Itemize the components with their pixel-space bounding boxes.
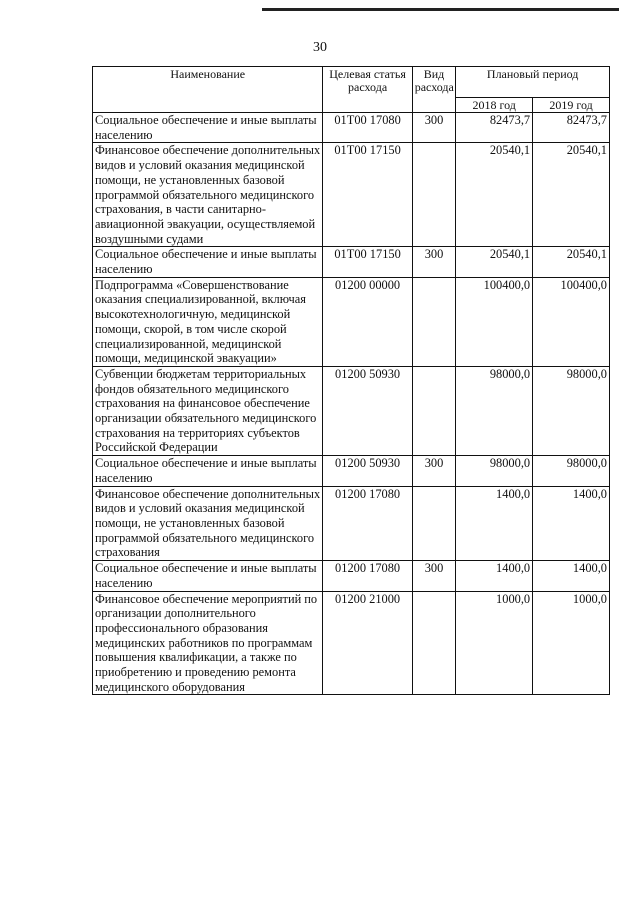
- row-name: Социальное обеспечение и иные выплаты населению: [93, 456, 323, 486]
- row-name: Субвенции бюджетам территориальных фондов обязательного медицинского страхования на финансовое обеспечение организации обязательного медицинского страхования на территориях субъектов Российской Федерации: [93, 366, 323, 455]
- table-row: [93, 277, 610, 366]
- row-value-2019: 20540,1: [533, 143, 610, 247]
- row-value-2019: 1400,0: [533, 561, 610, 591]
- table-row: [93, 486, 610, 561]
- table-header: [93, 67, 610, 113]
- row-code: 01Т00 17150: [323, 143, 412, 247]
- row-kind: 300: [412, 456, 456, 486]
- table-body: [93, 113, 610, 695]
- row-value-2019: 100400,0: [533, 277, 610, 366]
- row-kind: 300: [412, 247, 456, 277]
- table-row: [93, 143, 610, 247]
- row-value-2018: 98000,0: [456, 456, 533, 486]
- row-kind: [412, 277, 456, 366]
- header-period: Плановый период: [456, 67, 610, 98]
- row-code: 01200 21000: [323, 591, 412, 695]
- table-row: [93, 561, 610, 591]
- table-row: [93, 456, 610, 486]
- row-code: 01200 17080: [323, 561, 412, 591]
- row-kind: [412, 486, 456, 561]
- header-name: Наименование: [93, 67, 323, 113]
- row-kind: 300: [412, 561, 456, 591]
- header-kind: Вид расхода: [412, 67, 456, 113]
- row-code: 01200 17080: [323, 486, 412, 561]
- row-name: Финансовое обеспечение дополнительных видов и условий оказания медицинской помощи, не установленных базовой программой обязательного медицинского страхования, в части санитарно-авиационной эвакуации, осуществляемой воздушными судами: [93, 143, 323, 247]
- row-name: Финансовое обеспечение мероприятий по организации дополнительного профессионального образования медицинских работников по программам повышения квалификации, а также по приобретению и проведению ремонта медицинского оборудования: [93, 591, 323, 695]
- row-value-2019: 82473,7: [533, 113, 610, 143]
- row-value-2019: 98000,0: [533, 456, 610, 486]
- row-value-2018: 20540,1: [456, 143, 533, 247]
- header-code: Целевая статья расхода: [323, 67, 412, 113]
- row-name: Социальное обеспечение и иные выплаты населению: [93, 561, 323, 591]
- top-rule: [262, 8, 619, 11]
- row-code: 01Т00 17150: [323, 247, 412, 277]
- row-value-2019: 20540,1: [533, 247, 610, 277]
- row-name: Социальное обеспечение и иные выплаты населению: [93, 113, 323, 143]
- row-code: 01200 00000: [323, 277, 412, 366]
- row-name: Подпрограмма «Совершенствование оказания специализированной, включая высокотехнологичную, медицинской помощи, скорой, в том числе скорой специализированной, медицинской помощи, медицинской эвакуации»: [93, 277, 323, 366]
- header-year-2018: 2018 год: [456, 98, 533, 113]
- row-value-2019: 1400,0: [533, 486, 610, 561]
- row-code: 01Т00 17080: [323, 113, 412, 143]
- budget-table: [92, 66, 610, 695]
- row-value-2018: 98000,0: [456, 366, 533, 455]
- row-kind: [412, 366, 456, 455]
- table-row: [93, 591, 610, 695]
- row-value-2018: 1400,0: [456, 486, 533, 561]
- row-code: 01200 50930: [323, 456, 412, 486]
- row-value-2018: 82473,7: [456, 113, 533, 143]
- table-row: [93, 113, 610, 143]
- page-number: 30: [313, 40, 327, 55]
- header-year-2019: 2019 год: [533, 98, 610, 113]
- row-name: Социальное обеспечение и иные выплаты населению: [93, 247, 323, 277]
- row-value-2018: 100400,0: [456, 277, 533, 366]
- table-row: [93, 247, 610, 277]
- row-kind: [412, 591, 456, 695]
- row-value-2018: 1400,0: [456, 561, 533, 591]
- row-value-2019: 1000,0: [533, 591, 610, 695]
- row-code: 01200 50930: [323, 366, 412, 455]
- row-value-2019: 98000,0: [533, 366, 610, 455]
- table-row: [93, 366, 610, 455]
- row-value-2018: 1000,0: [456, 591, 533, 695]
- row-name: Финансовое обеспечение дополнительных видов и условий оказания медицинской помощи, не установленных базовой программой обязательного медицинского страхования: [93, 486, 323, 561]
- row-kind: 300: [412, 113, 456, 143]
- row-value-2018: 20540,1: [456, 247, 533, 277]
- row-kind: [412, 143, 456, 247]
